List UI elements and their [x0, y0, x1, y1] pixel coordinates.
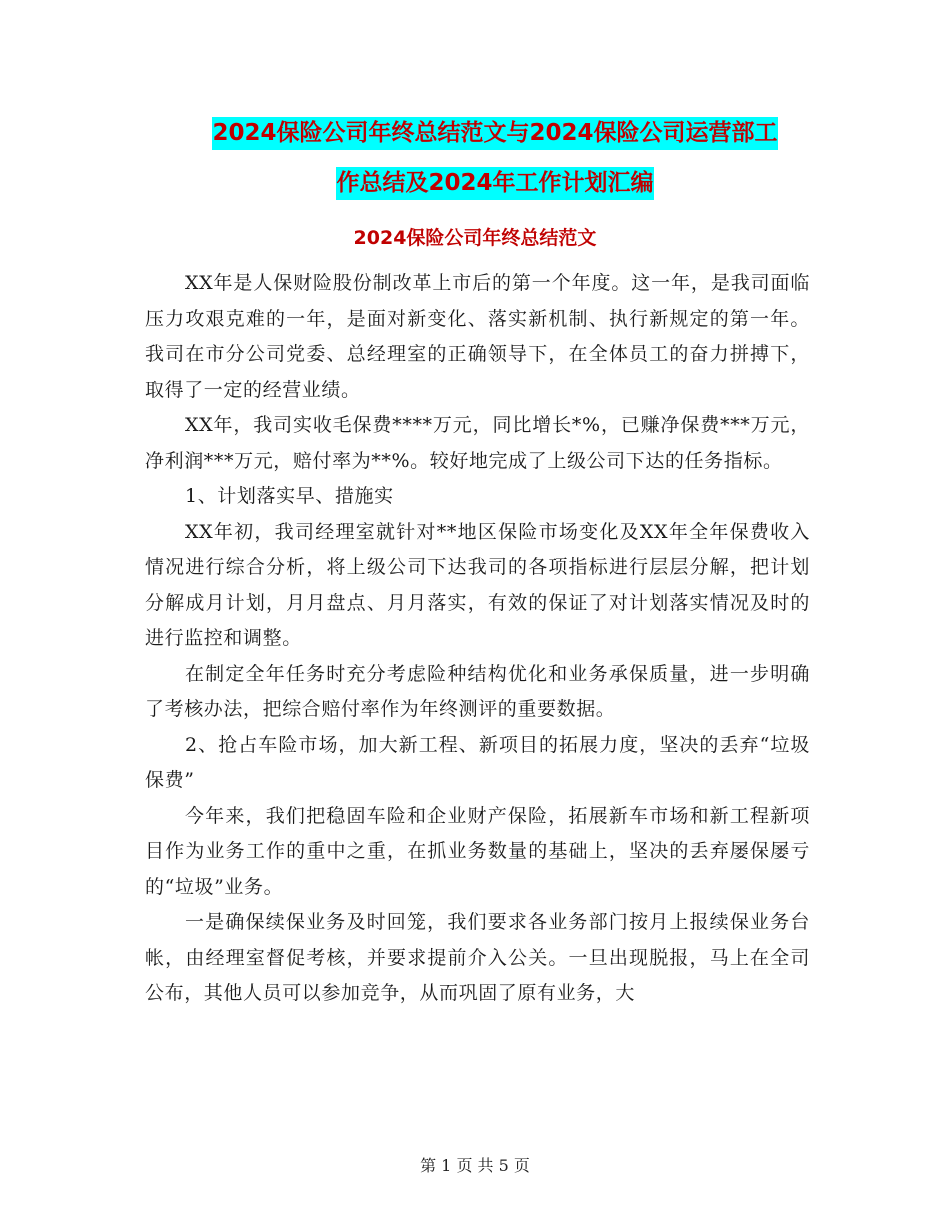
paragraph: XX年初，我司经理室就针对**地区保险市场变化及XX年全年保费收入情况进行综合分析，将上级公司下达我司的各项指标进行层层分解，把计划分解成月计划，月月盘点、月月落实，有效的保证了对计划落实情况及时的进行监控和调整。: [145, 520, 810, 649]
page-number: 第 1 页 共 5 页: [420, 1156, 530, 1175]
title-line-2: 作总结及2024年工作计划汇编: [336, 167, 653, 200]
paragraph: XX年，我司实收毛保费****万元，同比增长*%，已赚净保费***万元，净利润***万元，赔付率为**%。较好地完成了上级公司下达的任务指标。: [145, 414, 810, 472]
paragraph-heading: 2、抢占车险市场，加大新工程、新项目的拓展力度，坚决的丢弃“垃圾保费”: [145, 733, 810, 791]
paragraph-heading: 1、计划落实早、措施实: [185, 485, 394, 507]
title-line-1: 2024保险公司年终总结范文与2024保险公司运营部工: [212, 117, 777, 150]
document-title: [150, 108, 840, 208]
paragraph: 一是确保续保业务及时回笼，我们要求各业务部门按月上报续保业务台帐，由经理室督促考核，并要求提前介入公关。一旦出现脱报，马上在全司公布，其他人员可以参加竞争，从而巩固了原有业务，大: [145, 911, 810, 1004]
paragraph: 在制定全年任务时充分考虑险种结构优化和业务承保质量，进一步明确了考核办法，把综合赔付率作为年终测评的重要数据。: [145, 662, 810, 720]
paragraph: XX年是人保财险股份制改革上市后的第一个年度。这一年，是我司面临压力攻艰克难的一年，是面对新变化、落实新机制、执行新规定的第一年。我司在市分公司党委、总经理室的正确领导下，在全体员工的奋力拼搏下，取得了一定的经营业绩。: [145, 272, 810, 401]
document-body: [145, 266, 810, 1012]
section-title: 2024保险公司年终总结范文: [353, 227, 597, 249]
paragraph: 今年来，我们把稳固车险和企业财产保险，拓展新车市场和新工程新项目作为业务工作的重中之重，在抓业务数量的基础上，坚决的丢弃屡保屡亏的“垃圾”业务。: [145, 804, 810, 898]
